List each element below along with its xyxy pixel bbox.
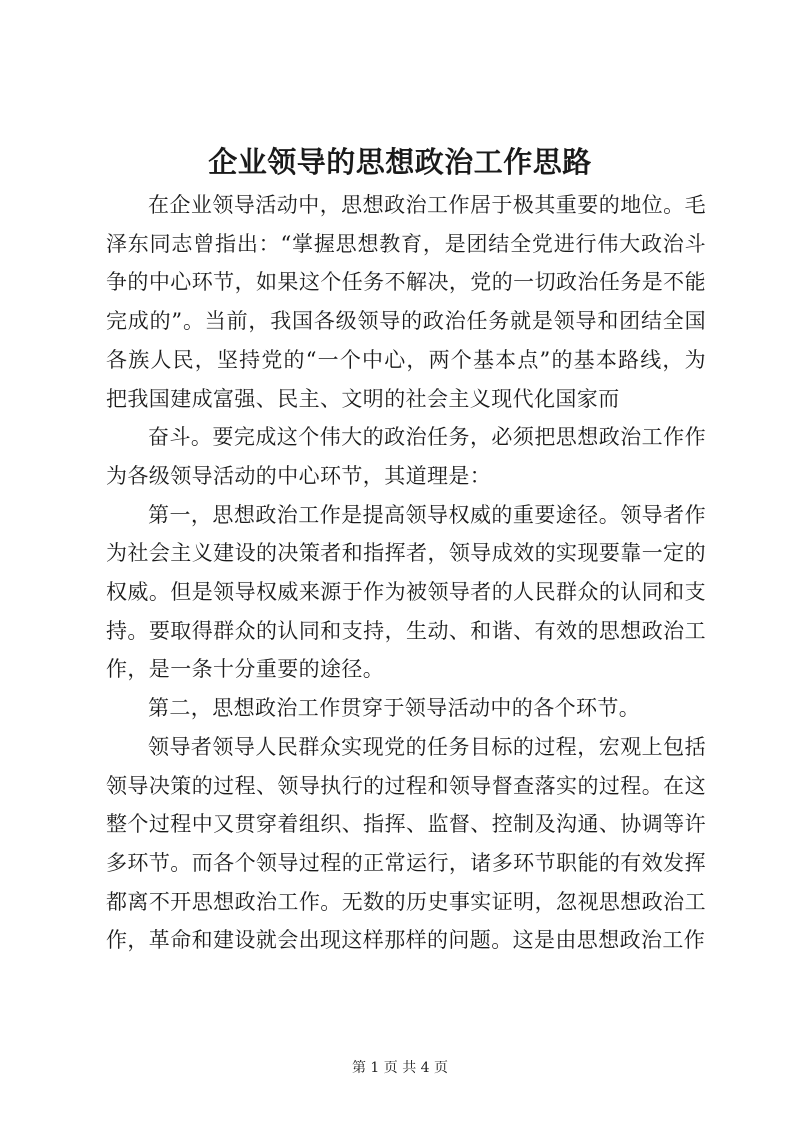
page-footer: 第 1 页 共 4 页 bbox=[351, 1060, 449, 1076]
paragraph: 领导者领导人民群众实现党的任务目标的过程，宏观上包括领导决策的过程、领导执行的过程和领导督查落实的过程。在这整个过程中又贯穿着组织、指挥、监督、控制及沟通、协调等许多环节。而各个领导过程的正常运行，诸多环节职能的有效发挥都离不开思想政治工作。无数的历史事实证明，忽视思想政治工作，革命和建设就会出现这样那样的问题。这是由思想政治工作 bbox=[106, 734, 706, 953]
paragraph: 第一，思想政治工作是提高领导权威的重要途径。领导者作为社会主义建设的决策者和指挥者，领导成效的实现要靠一定的权威。但是领导权威来源于作为被领导者的人民群众的认同和支持。要取得群众的认同和支持，生动、和谐、有效的思想政治工作，是一条十分重要的途径。 bbox=[106, 502, 706, 682]
document-title: 企业领导的思想政治工作思路 bbox=[208, 145, 592, 179]
paragraph: 在企业领导活动中，思想政治工作居于极其重要的地位。毛泽东同志曾指出：“掌握思想教育，是团结全党进行伟大政治斗争的中心环节，如果这个任务不解决，党的一切政治任务是不能完成的”。当前，我国各级领导的政治任务就是领导和团结全国各族人民，坚持党的“一个中心，两个基本点”的基本路线，为把我国建成富强、民主、文明的社会主义现代化国家而 bbox=[106, 193, 706, 411]
document-body bbox=[106, 186, 706, 960]
paragraph: 第二，思想政治工作贯穿于领导活动中的各个环节。 bbox=[148, 696, 641, 721]
paragraph: 奋斗。要完成这个伟大的政治任务，必须把思想政治工作作为各级领导活动的中心环节，其道理是： bbox=[106, 425, 706, 488]
